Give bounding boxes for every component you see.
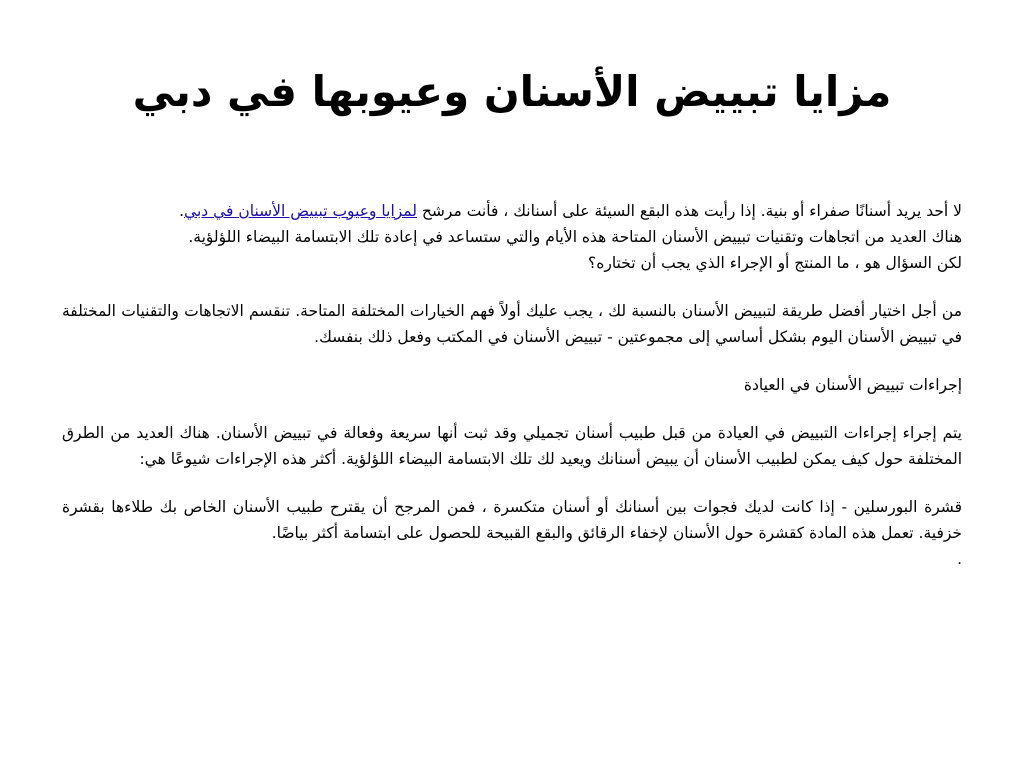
trailing-period: .: [957, 550, 962, 568]
in-clinic-paragraph: يتم إجراء إجراءات التبييض في العيادة من قبل طبيب أسنان تجميلي وقد ثبت أنها سريعة وفعالة في تبييض الأسنان. هناك العديد من الطرق المختلفة حول كيف يمكن لطبيب الأسنان أن يبيض أسنانك ويعيد لك تلك الابتسامة البيضاء اللؤلؤية. أكثر هذه الإجراءات شيوعًا هي:: [62, 424, 962, 468]
veneers-text: قشرة البورسلين - إذا كانت لديك فجوات بين أسنانك أو أسنان متكسرة ، فمن المرجح أن يقترح طبيب الأسنان الخاص بك طلاءها بقشرة خزفية. تعمل هذه المادة كقشرة حول الأسنان لإخفاء الرقائق والبقع القبيحة للحصول على ابتسامة أكثر بياضًا.: [62, 498, 962, 542]
intro-line-3: لكن السؤال هو ، ما المنتج أو الإجراء الذي يجب أن تختاره؟: [587, 254, 962, 272]
in-clinic-heading: إجراءات تبييض الأسنان في العيادة: [743, 376, 962, 394]
intro-line-2: هناك العديد من اتجاهات وتقنيات تبييض الأسنان المتاحة هذه الأيام والتي ستساعد في إعادة تلك الابتسامة البيضاء اللؤلؤية.: [188, 228, 962, 246]
veneers-paragraph: [62, 494, 962, 572]
intro-line-1-period: .: [179, 202, 185, 220]
intro-line-1: [62, 198, 962, 224]
intro-paragraph: [62, 198, 962, 276]
article-body: [62, 198, 962, 594]
page-title: مزايا تبييض الأسنان وعيوبها في دبي: [132, 67, 892, 116]
intro-line-1-text: لا أحد يريد أسنانًا صفراء أو بنية. إذا رأيت هذه البقع السيئة على أسنانك ، فأنت مرشح: [417, 202, 962, 220]
teeth-whitening-dubai-link[interactable]: لمزايا وعيوب تبييض الأسنان في دبي: [184, 202, 417, 220]
options-paragraph: من أجل اختيار أفضل طريقة لتبييض الأسنان بالنسبة لك ، يجب عليك أولاً فهم الخيارات المختلفة المتاحة. تنقسم الاتجاهات والتقنيات المختلفة في تبييض الأسنان اليوم بشكل أساسي إلى مجموعتين - تبييض الأسنان في المكتب وفعل ذلك بنفسك.: [62, 302, 962, 346]
